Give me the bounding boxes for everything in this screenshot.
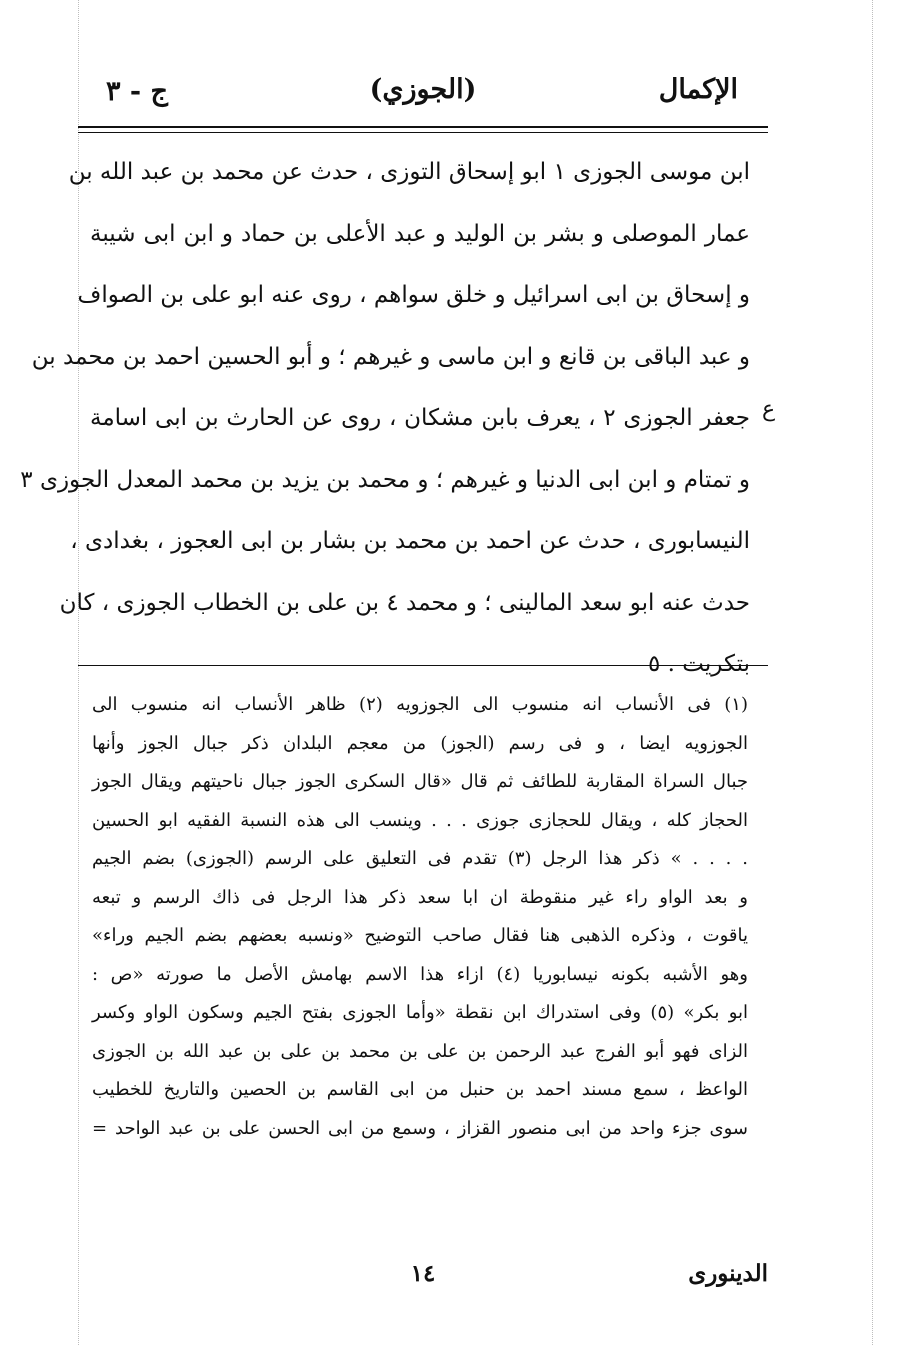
header-rule-thick <box>78 126 768 128</box>
main-text-block <box>20 142 750 696</box>
book-title: الإكمال <box>658 74 738 105</box>
footnote-line: ابو بكر» (٥) وفى استدراك ابن نقطة «وأما الجوزى بفتح الجيم وسكون الواو وكسر <box>92 1002 749 1023</box>
footnotes-block <box>92 686 748 1148</box>
footnote-line: الجوزويه ايضا ، و فى رسم (الجوز) من معجم البلدان ذكر جبال الجوز وأنها <box>92 732 748 754</box>
footnote-line: و بعد الواو راء غير منقوطة ان ابا سعد ذكر هذا الرجل فى ذاك الرسم و تبعه <box>92 886 748 908</box>
body-line: و عبد الباقى بن قانع و ابن ماسى و غيرهم ؛ و أبو الحسين احمد بن محمد بن <box>31 343 750 370</box>
body-line: حدث عنه ابو سعد المالينى ؛ و محمد ٤ بن على بن الخطاب الجوزى ، كان <box>59 589 750 616</box>
running-header <box>78 70 768 116</box>
body-line: عمار الموصلى و بشر بن الوليد و عبد الأعلى بن حماد و ابن ابى شيبة <box>90 220 750 247</box>
footnote-line: سوى جزء واحد من ابى منصور القزاز ، وسمع من ابى الحسن على بن عبد الواحد = <box>92 1117 748 1139</box>
header-rule-thin <box>78 132 768 133</box>
signature-word: الدينورى <box>688 1260 768 1287</box>
entry-title: (الجوزي) <box>369 74 477 105</box>
volume-number: ج - ٣ <box>106 76 168 107</box>
footnote-line: . . . . » ذكر هذا الرجل (٣) تقدم فى التعليق على الرسم (الجوزى) بضم الجيم <box>92 848 748 869</box>
body-line: و إسحاق بن ابى اسرائيل و خلق سواهم ، روى عنه ابو على بن الصواف <box>77 282 750 308</box>
footnote-divider <box>78 665 768 666</box>
page-footer <box>78 1258 768 1298</box>
body-line: بتكريت . ٥ <box>647 651 750 677</box>
body-line: النيسابورى ، حدث عن احمد بن محمد بن بشار بن ابى العجوز ، بغدادى ، <box>70 528 750 554</box>
footnote-line: وهو الأشبه بكونه نيسابوريا (٤) ازاء هذا الاسم بهامش الأصل ما صورته «ص : <box>92 963 748 985</box>
body-line: جعفر الجوزى ٢ ، يعرف بابن مشكان ، روى عن الحارث بن ابى اسامة <box>90 405 750 431</box>
footnote-line: جبال السراة المقاربة للطائف ثم قال «قال السكرى الجوز جبال ناحيتهم ويقال الجوز <box>92 771 748 792</box>
page-number: ١٤ <box>410 1260 436 1287</box>
footnote-line: الواعظ ، سمع مسند احمد بن حنبل من ابى القاسم بن الحصين والتاريخ للخطيب <box>92 1079 748 1100</box>
footnote-line: ياقوت ، وذكره الذهبى هنا فقال صاحب التوضيح «ونسبه بعضهم بضم الجيم وراء» <box>92 925 748 946</box>
footnote-line: الزاى فهو أبو الفرج عبد الرحمن بن على بن محمد بن على بن عبد الله بن الجوزى <box>92 1040 748 1062</box>
body-line: ابن موسى الجوزى ١ ابو إسحاق التوزى ، حدث عن محمد بن عبد الله بن <box>68 159 750 185</box>
footnote-line: (١) فى الأنساب انه منسوب الى الجوزويه (٢) ظاهر الأنساب انه منسوب الى <box>92 694 748 715</box>
margin-mark: ع <box>762 397 776 422</box>
footnote-line: الحجاز كله ، ويقال للحجازى جوزى . . . وينسب الى هذه النسبة الفقيه ابو الحسين <box>92 809 748 831</box>
scan-edge-dots-right <box>872 0 873 1345</box>
body-line: و تمتام و ابن ابى الدنيا و غيرهم ؛ و محمد بن يزيد بن محمد المعدل الجوزى ٣ <box>20 466 750 493</box>
